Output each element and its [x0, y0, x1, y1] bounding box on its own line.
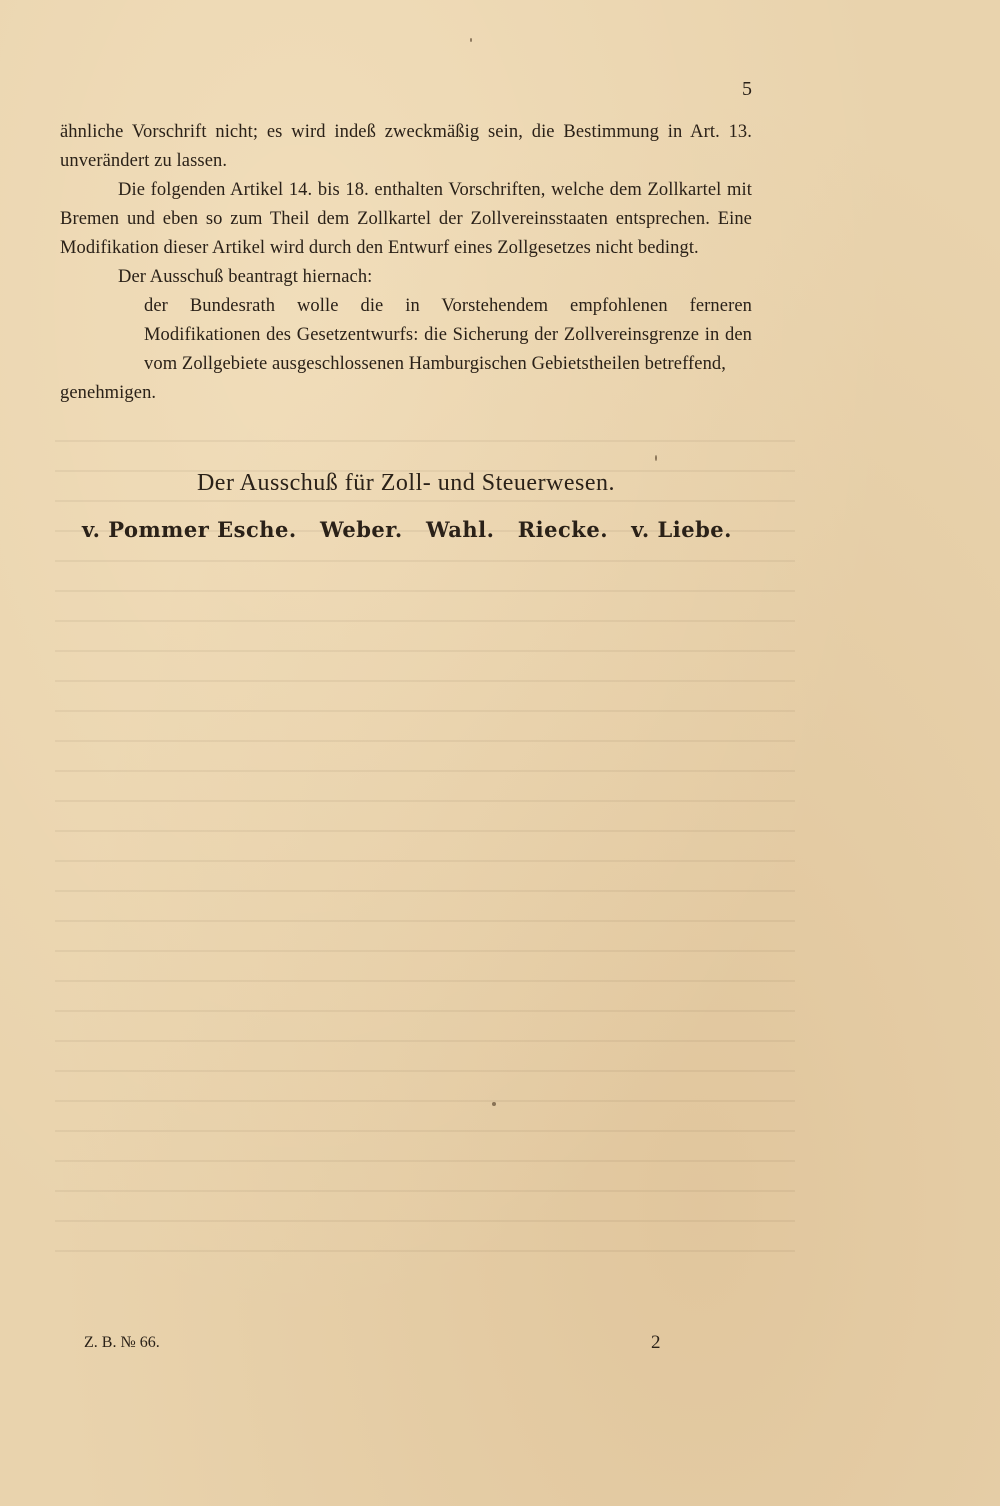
- paragraph-approval: genehmigen.: [60, 383, 157, 403]
- paragraph-proposal: der Bundesrath wolle die in Vorstehendem empfohlenen ferneren Modifikationen des Gesetzentwurfs: die Sicherung der Zollvereinsgrenze in den vom Zollgebiete ausgeschlossenen Hamburgischen Gebietstheilen betreffend,: [144, 296, 752, 374]
- signature-name: v. Liebe.: [631, 517, 732, 542]
- show-through-texture: [55, 440, 795, 1260]
- signature-name: Riecke.: [517, 517, 609, 542]
- ink-speck: [655, 455, 657, 461]
- paragraph-continuation: ähnliche Vorschrift nicht; es wird indeß zweckmäßig sein, die Bestimmung in Art. 13. unverändert zu lassen.: [60, 122, 752, 171]
- body-text: [60, 118, 752, 408]
- footer-document-reference: Z. B. № 66.: [84, 1334, 160, 1351]
- signature-name: Weber.: [319, 517, 403, 542]
- paragraph-committee-motion: Der Ausschuß beantragt hiernach:: [118, 267, 373, 287]
- ink-speck: [470, 38, 472, 42]
- footer-sheet-number: 2: [651, 1332, 661, 1353]
- committee-title: Der Ausschuß für Zoll- und Steuerwesen.: [196, 470, 616, 496]
- signature-name: v. Pommer Esche.: [82, 517, 297, 542]
- ink-speck: [492, 1102, 496, 1106]
- page-number: 5: [742, 78, 752, 100]
- paragraph-articles: Die folgenden Artikel 14. bis 18. enthalten Vorschriften, welche dem Zollkartel mit Bremen und eben so zum Theil dem Zollkartel der Zollvereinsstaaten entsprechen. Eine Modifikation dieser Artikel wird durch den Entwurf eines Zollgesetzes nicht bedingt.: [60, 180, 752, 258]
- signature-list: [82, 517, 732, 542]
- signature-name: Wahl.: [425, 517, 495, 542]
